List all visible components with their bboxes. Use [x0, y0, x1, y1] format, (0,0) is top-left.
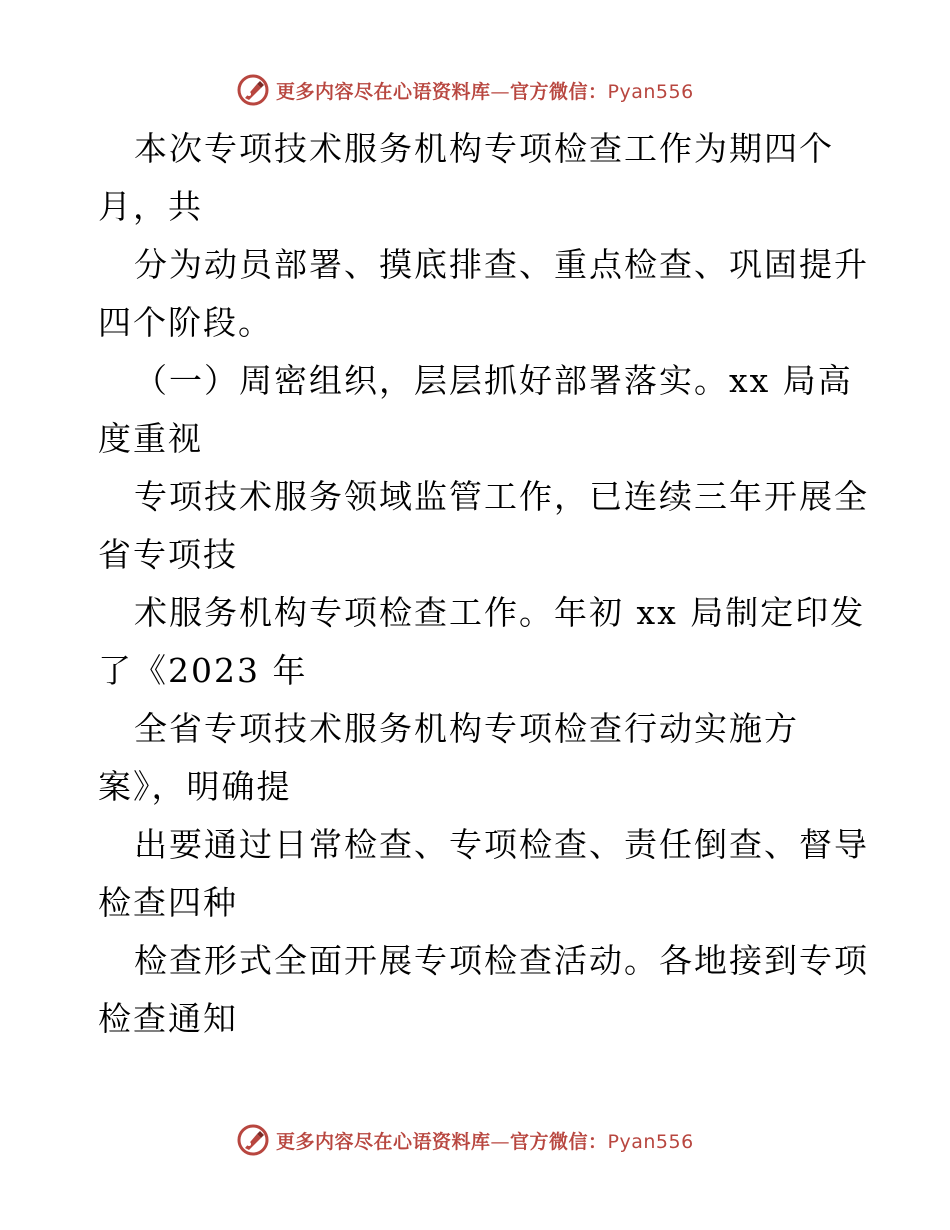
text-line: 四个阶段。 [98, 303, 273, 342]
text-line: 案》，明确提 [98, 767, 292, 806]
text-line: 检查形式全面开展专项检查活动。各地接到专项 [134, 941, 869, 980]
document-body [98, 120, 869, 1048]
text-line: 专项技术服务领域监管工作，已连续三年开展全 [134, 477, 869, 516]
watermark-text: 更多内容尽在心语资料库—官方微信：Pyan556 [276, 80, 694, 103]
pen-nib-logo-icon [236, 1123, 270, 1157]
text-line: 本次专项技术服务机构专项检查工作为期四个 [134, 129, 834, 168]
text-line: 术服务机构专项检查工作。年初 xx 局制定印发 [134, 593, 866, 632]
text-line: 了《2023 年 [98, 651, 308, 690]
text-line: （一）周密组织，层层抓好部署落实。xx 局高 [134, 361, 853, 400]
text-line: 检查通知 [98, 999, 238, 1038]
pen-nib-logo-icon [236, 73, 270, 107]
text-line: 全省专项技术服务机构专项检查行动实施方 [134, 709, 799, 748]
text-line: 出要通过日常检查、专项检查、责任倒查、督导 [134, 825, 869, 864]
text-line: 月，共 [98, 187, 203, 226]
watermark-text: 更多内容尽在心语资料库—官方微信：Pyan556 [276, 1130, 694, 1153]
text-line: 分为动员部署、摸底排查、重点检查、巩固提升 [134, 245, 869, 284]
header-watermark [236, 72, 694, 108]
footer-watermark [236, 1122, 694, 1158]
text-line: 省专项技 [98, 535, 238, 574]
text-line: 检查四种 [98, 883, 238, 922]
text-line: 度重视 [98, 419, 203, 458]
